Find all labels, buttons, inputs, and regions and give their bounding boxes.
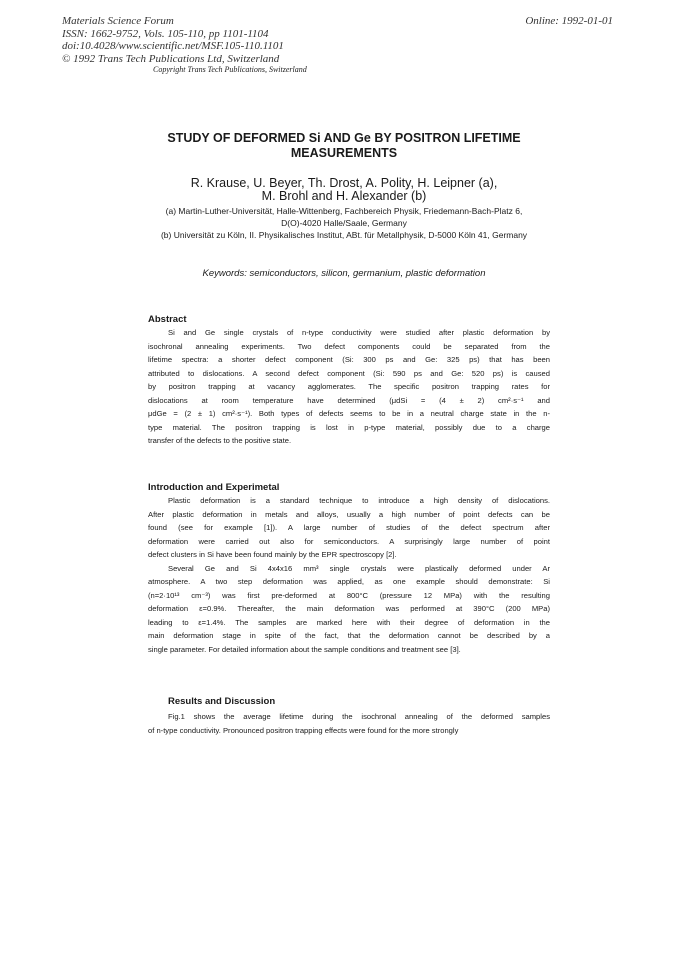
affiliation-line: D(O)-4020 Halle/Saale, Germany (281, 218, 407, 228)
text-line: found (see for example [1]). A large number of studies of the defect spectrum after (148, 523, 550, 532)
journal-line: Materials Science Forum (62, 15, 174, 27)
text-line: lifetime spectra: a shorter defect component (Si: 300 ps and Ge: 325 ps) that has been (148, 355, 550, 364)
text-line: Fig.1 shows the average lifetime during the isochronal annealing of the deformed samples (168, 712, 550, 721)
journal-info (62, 15, 284, 65)
journal-line: doi:10.4028/www.scientific.net/MSF.105-110.1101 (62, 40, 284, 52)
results-body (148, 710, 550, 737)
text-line: Si and Ge single crystals of n-type conductivity were studied after plastic deformation by (168, 328, 550, 337)
text-line: Plastic deformation is a standard technique to introduce a high density of dislocations. (168, 496, 550, 505)
text-line: (n=2·10¹³ cm⁻³) was first pre-deformed at 800°C (pressure 12 MPa) with the resulting (148, 590, 550, 600)
results-heading: Results and Discussion (168, 696, 276, 707)
text-line: single parameter. For detailed information about the sample conditions and treatment see [3]. (148, 644, 461, 654)
intro-heading: Introduction and Experimetal (148, 482, 280, 493)
text-line: Several Ge and Si 4x4x16 mm³ single crystals were plastically deformed under Ar (168, 563, 550, 573)
text-line: defect clusters in Si have been found mainly by the EPR spectroscopy [2]. (148, 550, 397, 559)
author-line: R. Krause, U. Beyer, Th. Drost, A. Polity, H. Leipner (a), (190, 176, 498, 190)
keywords: Keywords: semiconductors, silicon, germanium, plastic deformation (202, 268, 486, 279)
title-line: MEASUREMENTS (290, 146, 398, 160)
text-line: attributed to dislocations. A second defect component (Si: 590 ps and Ge: 520 ps) is caused (148, 368, 550, 378)
text-line: of n-type conductivity. Pronounced positron trapping effects were found for the more strongly (148, 725, 459, 735)
affiliation-line: (a) Martin-Luther-Universität, Halle-Wittenberg, Fachbereich Physik, Friedemann-Bach-Platz 6, (165, 206, 523, 216)
paper-title (150, 131, 538, 161)
text-line: After plastic deformation in metals and alloys, usually a high number of point defects can be (148, 509, 550, 519)
journal-line: ISSN: 1662-9752, Vols. 105-110, pp 1101-1104 (62, 27, 269, 40)
text-line: atmosphere. A two step deformation was applied, as one example should demonstrate: Si (148, 577, 550, 586)
text-line: by positron trapping at vacancy agglomerates. The specific positron trapping rates for (148, 382, 550, 391)
text-line: type material. The positron trapping is lost in p-type material, possibly due to a charge (148, 422, 550, 432)
title-line: STUDY OF DEFORMED Si AND Ge BY POSITRON LIFETIME (167, 131, 521, 145)
text-line: leading to ε=1.4%. The samples are marked here with their degree of deformation in the (148, 617, 550, 627)
text-line: deformation ε=0.9%. Thereafter, the main deformation was performed at 390°C (200 MPa) (148, 604, 550, 613)
abstract-heading: Abstract (148, 314, 187, 325)
text-line: transfer of the defects to the positive state. (148, 436, 292, 445)
intro-body (148, 494, 550, 656)
text-line: dislocations at room temperature have determined (μdSi = (4 ± 2) cm²·s⁻¹ and (148, 395, 550, 405)
text-line: μdGe = (2 ± 1) cm²·s⁻¹). Both types of defects seems to be in a neutral charge state in the n- (148, 409, 550, 418)
journal-line: © 1992 Trans Tech Publications Ltd, Switzerland (62, 52, 280, 65)
text-line: deformation were carried out also for semiconductors. A surprisingly large number of point (148, 536, 550, 546)
author-list (120, 177, 568, 203)
copyright-notice: Copyright Trans Tech Publications, Switzerland (153, 65, 307, 74)
affiliation-line: (b) Universität zu Köln, II. Physikalisches Institut, ABt. für Metallphysik, D-5000 Köln 41, Germany (160, 230, 528, 240)
author-line: M. Brohl and H. Alexander (b) (261, 189, 427, 203)
text-line: main deformation stage in spite of the fact, that the deformation cannot be described by a (148, 631, 550, 640)
abstract-body (148, 326, 550, 448)
text-line: isochronal annealing experiments. Two defect components could be separated from the (148, 341, 550, 351)
affiliations (120, 205, 568, 241)
online-date: Online: 1992-01-01 (525, 15, 613, 27)
